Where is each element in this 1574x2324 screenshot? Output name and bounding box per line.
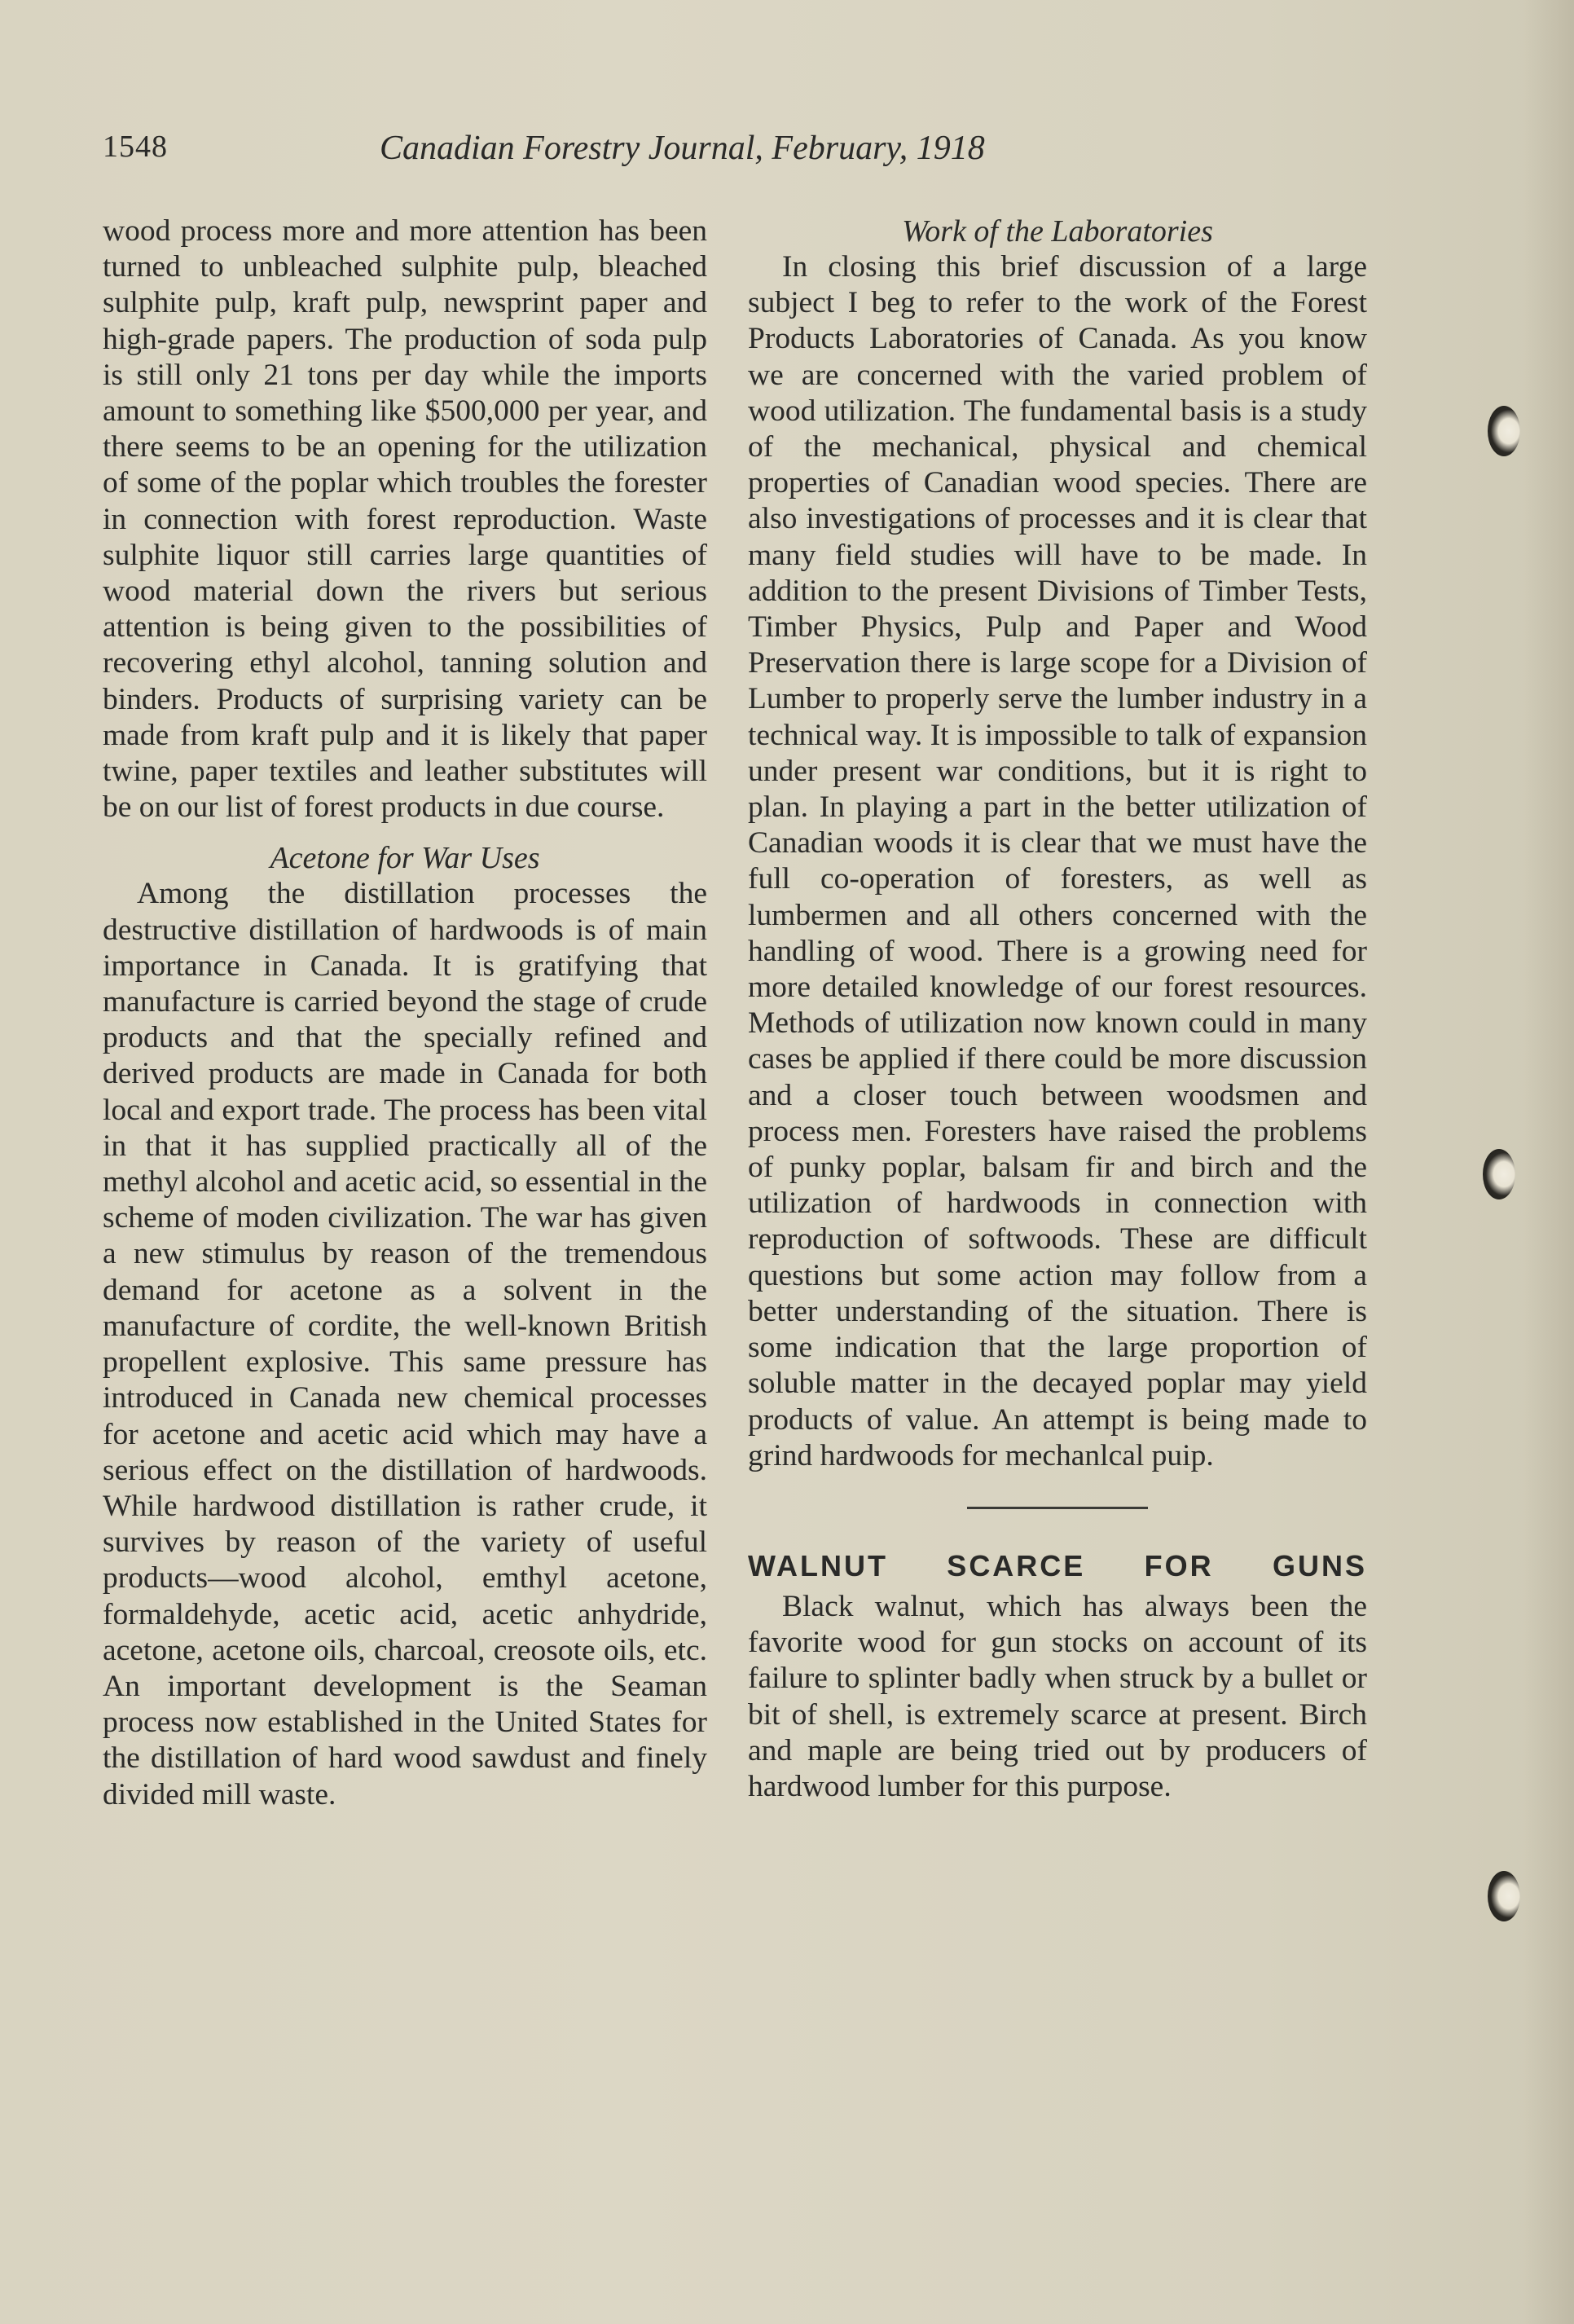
subheading-acetone: Acetone for War Uses [270,841,540,876]
binder-hole-bottom [1488,1871,1520,1921]
binder-hole-top [1488,406,1520,456]
page-header [103,129,1113,186]
left-column [103,213,707,1813]
page-edge-shadow [1523,0,1574,2324]
section-divider [967,1507,1148,1509]
paragraph-laboratories: In closing this brief discussion of a large subject I beg to refer to the work of the Forest Products Laboratories of Canada. As you know we are concerned with the varied problem of wood utilization. The fundamental basis is a study of the mechanical, physical and chemical properties of Canadian wood species. There are also investigations of processes and it is clear that many field studies will have to be made. In addition to the present Divisions of Timber Tests, Timber Physics, Pulp and Paper and Wood Preservation there is large scope for a Division of Lumber to properly serve the lumber industry in a technical way. It is impossible to talk of expansion under present war conditions, but it is right to plan. In playing a part in the better utilization of Canadian woods it is clear that we must have the full co-operation of foresters, as well as lumbermen and all others concerned with the handling of wood. There is a growing need for more detailed knowledge of our forest resources. Methods of utilization now known could in many cases be applied if there could be more discussion and a closer touch between woodsmen and process men. Foresters have raised the problems of punky poplar, balsam fir and birch and the utilization of hardwoods in connection with reproduction of softwoods. These are difficult questions but some action may follow from a better understanding of the situation. There is some indication that the large proportion of soluble matter in the decayed poplar may yield products of value. An attempt is being made to grind hardwoods for mechanlcal puip. [748,250,1367,1472]
page-number: 1548 [103,130,168,164]
right-column [748,213,1367,1805]
paragraph-distillation: Among the distillation processes the destructive distillation of hardwoods is of main importance in Canada. It is gratifying that manufacture is carried beyond the stage of crude products and that the specially refined and derived products are made in Canada for both local and export trade. The process has been vital in that it has supplied practically all of the methyl alcohol and acetic acid, so essential in the scheme of moden civilization. The war has given a new stimulus by reason of the tremendous demand for acetone as a solvent in the manufacture of cordite, the well-known British propellent explosive. This same pressure has introduced in Canada new chemical processes for acetone and acetic acid which may have a serious effect on the distillation of hardwoods. While hardwood distillation is rather crude, it survives by reason of the variety of useful products—wood alcohol, emthyl acetone, formaldehyde, acetic acid, acetic anhydride, acetone, acetone oils, charcoal, creosote oils, etc. An important development is the Seaman process now established in the United States for the distillation of hard wood sawdust and finely divided mill waste. [103,877,707,1811]
article-title-walnut: WALNUT SCARCE FOR GUNS [748,1548,1367,1582]
binder-hole-middle [1483,1149,1515,1199]
paragraph-walnut: Black walnut, which has always been the favorite wood for gun stocks on account of its failure to splinter badly when struck by a bullet or bit of shell, is extremely scarce at present. Birch and maple are being tried out by producers of hardwood lumber for this purpose. [748,1589,1367,1803]
subheading-laboratories: Work of the Laboratories [902,214,1213,249]
running-title: Canadian Forestry Journal, February, 1918 [380,130,985,167]
paragraph-pulp-products: wood process more and more attention has been turned to unbleached sulphite pulp, bleached sulphite pulp, kraft pulp, newsprint paper and high-grade papers. The production of soda pulp is still only 21 tons per day while the imports amount to something like $500,000 per year, and there seems to be an opening for the utilization of some of the poplar which troubles the forester in connection with forest reproduction. Waste sulphite liquor still carries large quantities of wood material down the rivers but serious attention is being given to the possibilities of recovering ethyl alcohol, tanning solution and binders. Products of surprising variety can be made from kraft pulp and it is likely that paper twine, paper textiles and leather substitutes will be on our list of forest products in due course. [103,214,707,825]
